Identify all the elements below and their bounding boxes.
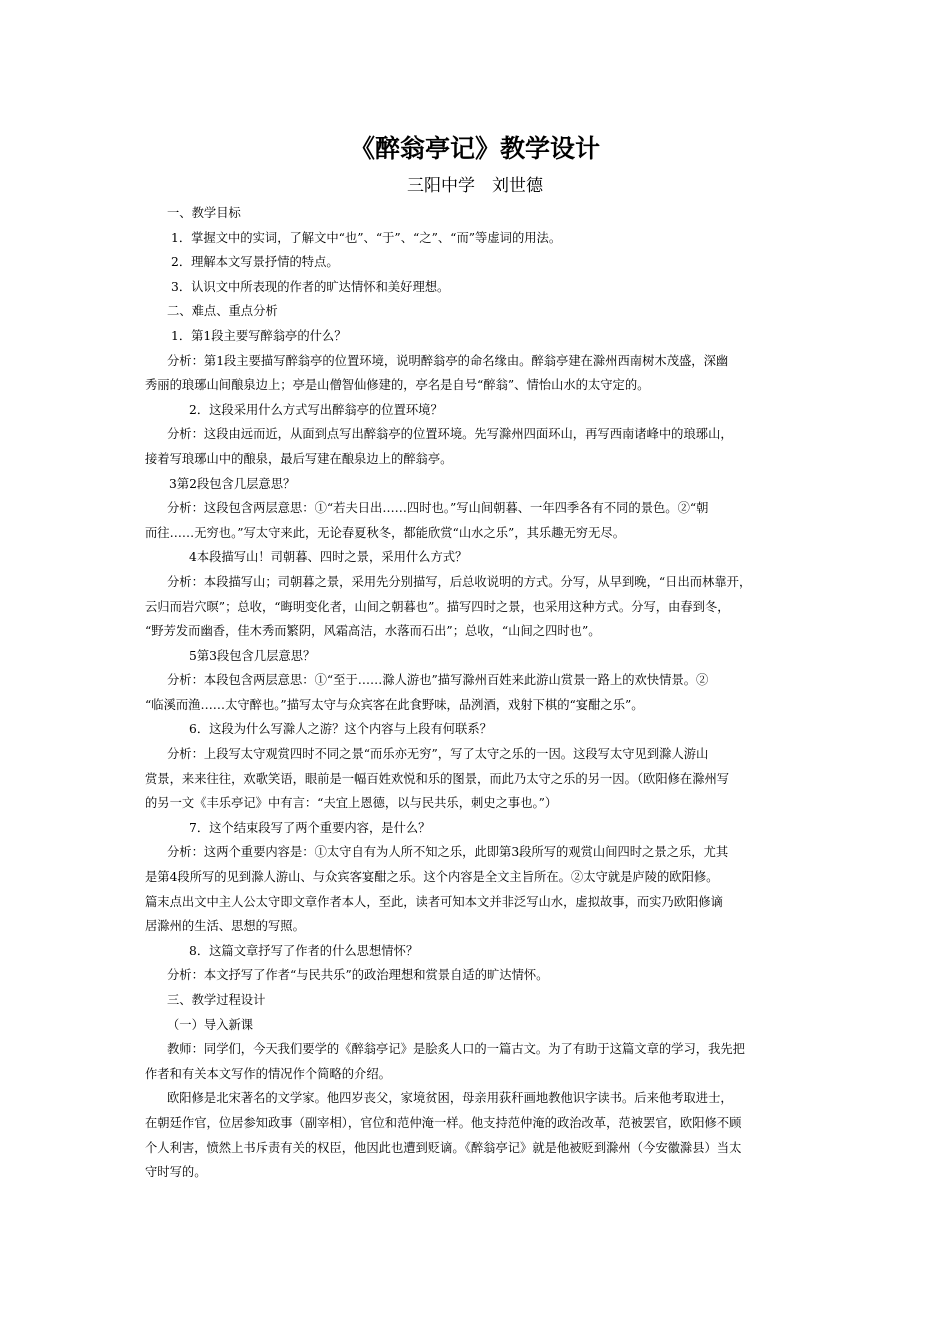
text-line: （一）导入新课 [167, 1017, 254, 1032]
text-line: 是第4段所写的见到滁人游山、与众宾客宴酣之乐。这个内容是全文主旨所在。②太守就是庐陵的欧阳修。 [145, 870, 719, 885]
text-line: 1．掌握文中的实词，了解文中“也”、“于”、“之”、“而”等虚词的用法。 [171, 230, 562, 245]
text-line: 1．第1段主要写醉翁亭的什么？ [171, 328, 347, 343]
document-subtitle: 三阳中学 刘世德 [407, 176, 543, 196]
text-line: 3．认识文中所表现的作者的旷达情怀和美好理想。 [171, 279, 450, 294]
text-line: 分析：这两个重要内容是：①太守自有为人所不知之乐，此即第3段所写的观赏山间四时之景之乐，尤其 [167, 845, 729, 860]
text-line: 8．这篇文章抒写了作者的什么思想情怀？ [189, 943, 419, 958]
text-line: 而往……无穷也。”写太守来此，无论春夏秋冬，都能欣赏“山水之乐”，其乐趣无穷无尽。 [145, 525, 625, 540]
text-line: 分析：这段由远而近，从面到点写出醉翁亭的位置环境。先写滁州四面环山，再写西南诸峰中的琅琊山， [167, 427, 733, 442]
text-line: 分析：上段写太守观赏四时不同之景“而乐亦无穷”，写了太守之乐的一因。这段写太守见到滁人游山 [167, 747, 709, 762]
text-line: 欧阳修是北宋著名的文学家。他四岁丧父，家境贫困，母亲用荻秆画地教他识字读书。后来他考取进士， [167, 1091, 733, 1106]
text-line: 在朝廷作官，位居参知政事（副宰相），官位和范仲淹一样。他支持范仲淹的政治改革，范被罢官，欧阳修不顾 [145, 1115, 742, 1130]
text-line: 3第2段包含几层意思？ [169, 476, 296, 491]
text-line: 4本段描写山！司朝暮、四时之景，采用什么方式？ [189, 550, 468, 565]
text-line: 分析：第1段主要描写醉翁亭的位置环境，说明醉翁亭的命名缘由。醉翁亭建在滁州西南树木茂盛，深幽 [167, 353, 729, 368]
text-line: 接着写琅琊山中的酿泉，最后写建在酿泉边上的醉翁亭。 [145, 451, 453, 466]
text-line: 2．理解本文写景抒情的特点。 [171, 255, 339, 270]
text-line: 守时写的。 [145, 1165, 207, 1180]
document-body [145, 201, 813, 1185]
text-line: 一、教学目标 [167, 206, 241, 220]
text-line: 个人利害，愤然上书斥责有关的权臣，他因此也遭到贬谪。《醉翁亭记》就是他被贬到滁州（今安徽滁县）当太 [145, 1140, 742, 1155]
text-line: 分析：本段描写山；司朝暮之景，采用先分别描写，后总收说明的方式。分写，从早到晚，“日出而林靠开， [167, 574, 752, 589]
text-line: 篇末点出文中主人公太守即文章作者本人，至此，读者可知本文并非泛写山水，虚拟故事，而实乃欧阳修谪 [145, 894, 723, 909]
text-line: 分析：本文抒写了作者“与民共乐”的政治理想和赏景自适的旷达情怀。 [167, 968, 549, 983]
text-line: 三、教学过程设计 [167, 993, 266, 1007]
text-line: 分析：这段包含两层意思：①“若夫日出……四时也。”写山间朝暮、一年四季各有不同的景色。②“朝 [167, 501, 709, 516]
text-line: 2．这段采用什么方式写出醉翁亭的位置环境？ [189, 402, 443, 417]
text-line: 赏景，来来往往，欢歌笑语，眼前是一幅百姓欢悦和乐的图景，而此乃太守之乐的另一因。（欧阳修在滁州写 [145, 771, 730, 786]
text-line: 云归而岩穴暝”；总收，“晦明变化者，山间之朝暮也”。描写四时之景，也采用这种方式。分写，由春到冬， [145, 599, 730, 614]
text-line: 6．这段为什么写滁人之游？这个内容与上段有何联系？ [189, 722, 492, 737]
text-line: 秀丽的琅琊山间酿泉边上；亭是山僧智仙修建的，亭名是自号“醉翁”、情怡山水的太守定的。 [145, 378, 650, 393]
text-line: 5第3段包含几层意思？ [189, 648, 316, 663]
text-line: 教师：同学们，今天我们要学的《醉翁亭记》是脍炙人口的一篇古文。为了有助于这篇文章的学习，我先把 [167, 1042, 745, 1057]
text-line: “野芳发而幽香，佳木秀而繁阴，风霜高洁，水落而石出”；总收，“山间之四时也”。 [145, 624, 601, 639]
text-line: 7．这个结束段写了两个重要内容，是什么？ [189, 820, 431, 835]
text-line: 作者和有关本文写作的情况作个简略的介绍。 [145, 1066, 391, 1081]
text-line: 二、难点、重点分析 [167, 304, 278, 319]
text-line: 的另一文《丰乐亭记》中有言：“夫宜上恩德，以与民共乐，刺史之事也。”） [145, 796, 558, 811]
document-title: 《醉翁亭记》教学设计 [349, 134, 600, 163]
text-line: “临溪而渔……太守醉也。”描写太守与众宾客在此食野味，品洌酒，戏射下棋的“宴酣之乐”。 [145, 697, 644, 712]
text-line: 居滁州的生活、思想的写照。 [145, 919, 305, 934]
text-line: 分析：本段包含两层意思：①“至于……滁人游也”描写滁州百姓来此游山赏景一路上的欢快情景。② [167, 673, 709, 688]
